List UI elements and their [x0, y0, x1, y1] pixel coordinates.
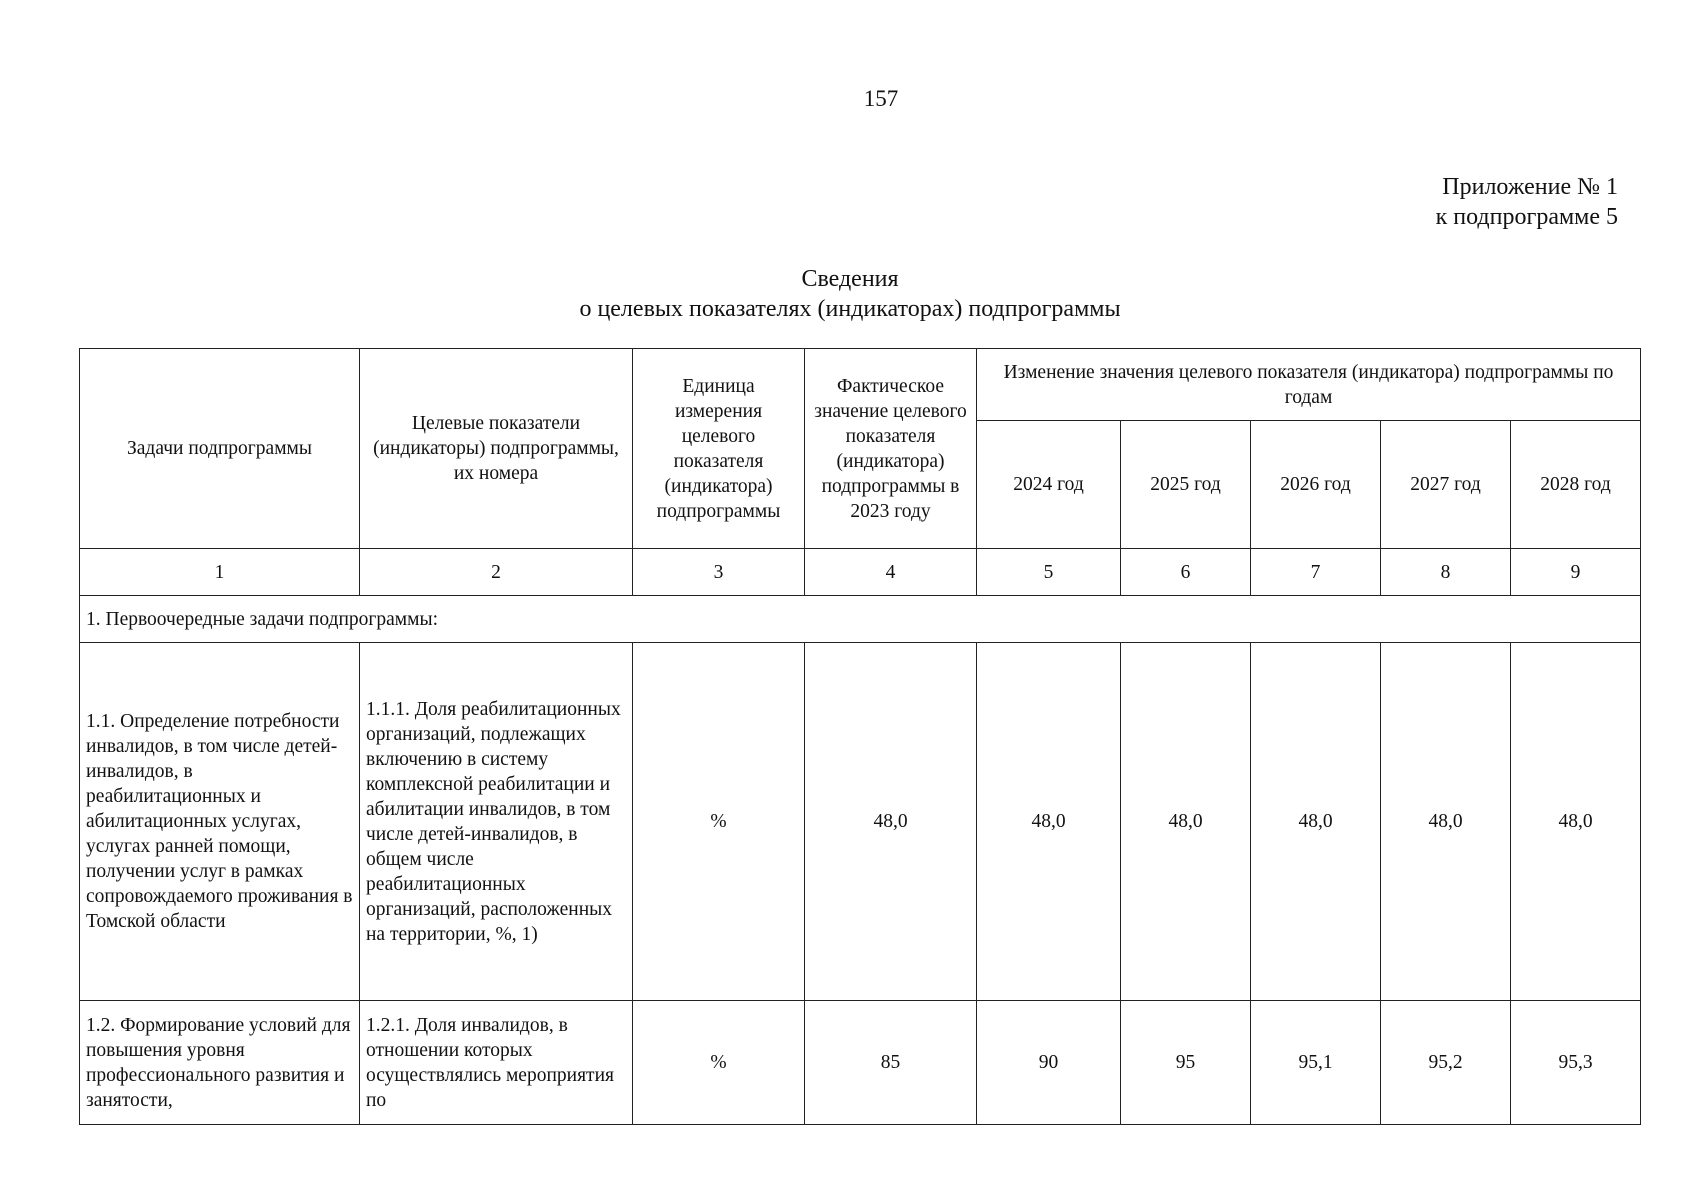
column-number: 4: [805, 549, 977, 596]
header-change-by-years: Изменение значения целевого показателя (индикатора) подпрограммы по годам: [977, 349, 1641, 421]
year-value-cell: 48,0: [1251, 643, 1381, 1001]
indicator-cell: 1.1.1. Доля реабилитационных организаций, подлежащих включению в систему комплексной реабилитации и абилитации инвалидов, в том числе детей-инвалидов, в общем числе реабилитационных организаций, расположенных на территории, %, 1): [360, 643, 633, 1001]
indicators-table: [79, 348, 1641, 1125]
header-unit: Единица измерения целевого показателя (индикатора) подпрограммы: [633, 349, 805, 549]
header-actual-2023: Фактическое значение целевого показателя (индикатора) подпрограммы в 2023 году: [805, 349, 977, 549]
header-year: 2025 год: [1121, 421, 1251, 549]
indicator-cell: 1.2.1. Доля инвалидов, в отношении которых осуществлялись мероприятия по: [360, 1001, 633, 1125]
header-year: 2027 год: [1381, 421, 1511, 549]
section-title: 1. Первоочередные задачи подпрограммы:: [80, 596, 1641, 643]
title-line-1: Сведения: [801, 266, 899, 292]
year-value-cell: 95,2: [1381, 1001, 1511, 1125]
title-line-2: о целевых показателях (индикаторах) подпрограммы: [579, 296, 1121, 322]
year-value-cell: 48,0: [1511, 643, 1641, 1001]
page-number: 157: [863, 86, 899, 111]
column-number: 7: [1251, 549, 1381, 596]
section-row: [80, 596, 1641, 643]
header-year: 2026 год: [1251, 421, 1381, 549]
year-value-cell: 95,1: [1251, 1001, 1381, 1125]
year-value-cell: 48,0: [977, 643, 1121, 1001]
actual-value-cell: 48,0: [805, 643, 977, 1001]
column-number: 8: [1381, 549, 1511, 596]
header-tasks: Задачи подпрограммы: [80, 349, 360, 549]
year-value-cell: 48,0: [1381, 643, 1511, 1001]
column-numbers-row: [80, 549, 1641, 596]
unit-cell: %: [633, 1001, 805, 1125]
document-title: [0, 264, 1698, 324]
column-number: 3: [633, 549, 805, 596]
actual-value-cell: 85: [805, 1001, 977, 1125]
task-cell: 1.2. Формирование условий для повышения уровня профессионального развития и занятости,: [80, 1001, 360, 1125]
column-number: 6: [1121, 549, 1251, 596]
year-value-cell: 90: [977, 1001, 1121, 1125]
header-year: 2024 год: [977, 421, 1121, 549]
header-indicators: Целевые показатели (индикаторы) подпрограммы, их номера: [360, 349, 633, 549]
appendix-line-1: Приложение № 1: [1442, 174, 1618, 200]
column-number: 9: [1511, 549, 1641, 596]
column-number: 5: [977, 549, 1121, 596]
year-value-cell: 95,3: [1511, 1001, 1641, 1125]
task-cell: 1.1. Определение потребности инвалидов, в том числе детей-инвалидов, в реабилитационных и абилитационных услугах, услугах ранней помощи, получении услуг в рамках сопровождаемого проживания в Томской области: [80, 643, 360, 1001]
year-value-cell: 48,0: [1121, 643, 1251, 1001]
unit-cell: %: [633, 643, 805, 1001]
header-year: 2028 год: [1511, 421, 1641, 549]
year-value-cell: 95: [1121, 1001, 1251, 1125]
appendix-line-2: к подпрограмме 5: [1435, 204, 1618, 230]
table-row: [80, 643, 1641, 1001]
column-number: 2: [360, 549, 633, 596]
column-number: 1: [80, 549, 360, 596]
appendix-reference: [1436, 172, 1618, 232]
table-row: [80, 1001, 1641, 1125]
